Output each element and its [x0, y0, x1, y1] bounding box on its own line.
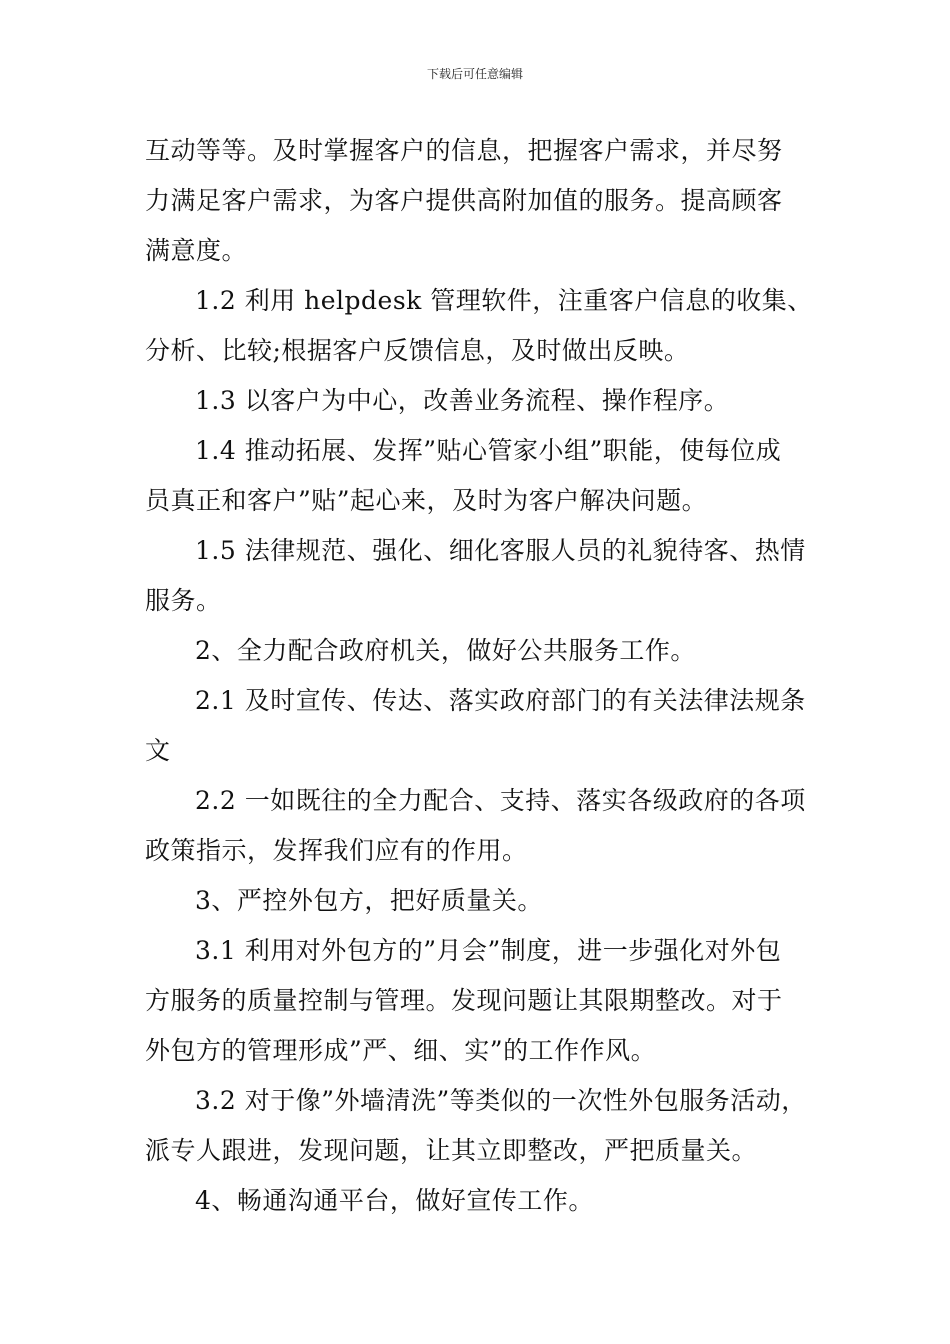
paragraph-line: 文 [145, 736, 171, 765]
header-note: 下载后可任意编辑 [426, 67, 523, 81]
paragraph-line: 服务。 [145, 586, 222, 615]
paragraph-line: 互动等等。及时掌握客户的信息，把握客户需求，并尽努 [145, 136, 783, 165]
paragraph-line: 力满足客户需求，为客户提供高附加值的服务。提高顾客 [145, 186, 783, 215]
paragraph-line: 1.2 利用 helpdesk 管理软件，注重客户信息的收集、 [195, 286, 813, 315]
paragraph-line: 满意度。 [145, 236, 248, 265]
paragraph-line: 方服务的质量控制与管理。发现问题让其限期整改。对于 [145, 986, 783, 1015]
paragraph-line: 2.1 及时宣传、传达、落实政府部门的有关法律法规条 [195, 686, 806, 715]
paragraph-line: 分析、比较;根据客户反馈信息，及时做出反映。 [145, 336, 690, 365]
paragraph-line: 外包方的管理形成”严、细、实”的工作作风。 [145, 1036, 657, 1065]
paragraph-line: 政策指示，发挥我们应有的作用。 [145, 836, 528, 865]
section-heading: 3、严控外包方，把好质量关。 [195, 886, 543, 915]
paragraph-line: 派专人跟进，发现问题，让其立即整改，严把质量关。 [145, 1136, 758, 1165]
section-heading: 4、畅通沟通平台，做好宣传工作。 [195, 1186, 594, 1215]
section-heading: 2、全力配合政府机关，做好公共服务工作。 [195, 636, 696, 665]
paragraph-line: 3.1 利用对外包方的”月会”制度，进一步强化对外包 [195, 936, 782, 965]
paragraph-line: 1.4 推动拓展、发挥”贴心管家小组”职能，使每位成 [195, 436, 782, 465]
paragraph-line: 1.5 法律规范、强化、细化客服人员的礼貌待客、热情 [195, 536, 806, 565]
paragraph-line: 员真正和客户”贴”起心来，及时为客户解决问题。 [145, 486, 708, 515]
paragraph-line: 2.2 一如既往的全力配合、支持、落实各级政府的各项 [195, 786, 806, 815]
document-body [145, 126, 825, 1226]
paragraph-line: 1.3 以客户为中心，改善业务流程、操作程序。 [195, 386, 730, 415]
paragraph-line: 3.2 对于像”外墙清洗”等类似的一次性外包服务活动， [195, 1086, 807, 1115]
